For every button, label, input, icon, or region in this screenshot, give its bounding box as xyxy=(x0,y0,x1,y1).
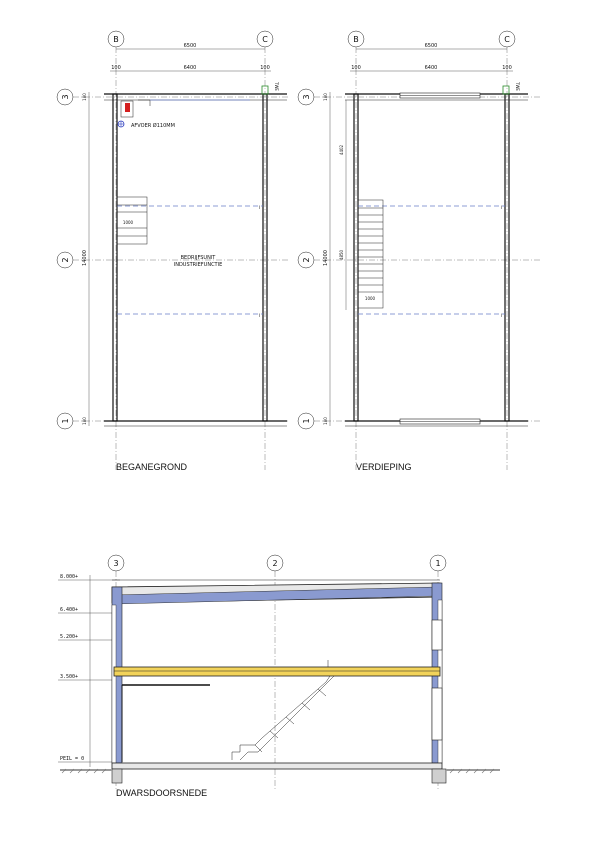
foundation-left xyxy=(112,769,122,783)
upper-stair-dimension: 1000 xyxy=(364,296,376,301)
intermediate-floor xyxy=(114,667,440,676)
door-swing xyxy=(138,100,150,106)
axis-bubble-3 xyxy=(57,89,73,105)
space-label-line1: BEDRIJFSUNIT xyxy=(180,255,216,261)
section-window-upper xyxy=(432,620,442,650)
space-label-line2: INDUSTRIEFUNCTIE xyxy=(173,262,223,268)
stair-upper xyxy=(358,200,383,308)
upper-floor-title: VERDIEPING xyxy=(356,462,412,472)
void-dimension-lower: 4850 xyxy=(339,249,344,261)
dimension-left-wall: 100 xyxy=(111,65,121,71)
foundation-right xyxy=(432,769,446,783)
wall-left xyxy=(113,94,117,421)
level-label-3500: 3.500+ xyxy=(60,674,79,680)
upper-axis-label-3: 3 xyxy=(302,94,311,100)
section-axis-label-1: 1 xyxy=(435,559,441,568)
axis-label-3: 3 xyxy=(61,94,70,100)
section-axis-bubble-1 xyxy=(430,555,446,571)
upper-beam-marker-lower: I xyxy=(501,313,503,318)
red-utility-unit xyxy=(125,103,130,112)
dimension-side-top-wall: 100 xyxy=(82,93,87,101)
stair-dimension: 1000 xyxy=(122,220,134,225)
level-markers xyxy=(58,574,120,767)
upper-axis-label-1: 1 xyxy=(302,418,311,424)
beam-marker-lower: I xyxy=(259,313,261,318)
dimension-side-bottom-wall: 100 xyxy=(82,417,87,425)
upper-axis-bubble-2 xyxy=(298,252,314,268)
ground-floor-title: BEGANEGROND xyxy=(116,462,188,472)
corner-label: TWE xyxy=(274,82,279,91)
void-dimension-upper: 4402 xyxy=(339,144,344,156)
axis-label-c: C xyxy=(262,35,268,44)
drain-label: AFVOER Ø110MM xyxy=(131,123,175,129)
ground-slab xyxy=(112,763,442,769)
dimension-overall: 6500 xyxy=(183,43,197,49)
section-axis-label-2: 2 xyxy=(272,559,278,568)
ground-floor-plan xyxy=(57,31,290,472)
upper-dimension-right-wall: 100 xyxy=(502,65,512,71)
upper-dimension-left-wall: 100 xyxy=(351,65,361,71)
axis-label-2: 2 xyxy=(61,257,70,263)
dimension-side-total: 14000 xyxy=(82,250,88,266)
section-stair xyxy=(232,676,334,760)
upper-dimension-side-total: 14000 xyxy=(323,250,329,266)
level-label-6400: 6.400+ xyxy=(60,607,79,613)
section-wall-left-cavity xyxy=(112,605,116,763)
upper-axis-bubble-3 xyxy=(298,89,314,105)
level-label-5200: 5.200+ xyxy=(60,634,79,640)
upper-corner-column-marker xyxy=(503,86,509,94)
upper-axis-label-b: B xyxy=(353,35,359,44)
section-title: DWARSDOORSNEDE xyxy=(116,788,208,798)
ground-hatch xyxy=(62,769,494,773)
axis-bubble-c xyxy=(257,31,273,47)
upper-dimension-side-bottom-wall: 100 xyxy=(323,417,328,425)
upper-corner-label: TWE xyxy=(515,82,520,91)
upper-axis-bubble-b xyxy=(348,31,364,47)
beam-marker-upper: I xyxy=(259,205,261,210)
upper-dimension-overall: 6500 xyxy=(424,43,438,49)
axis-bubble-1 xyxy=(57,413,73,429)
cross-section xyxy=(58,555,500,798)
section-axis-label-3: 3 xyxy=(113,559,119,568)
section-window-lower xyxy=(432,688,442,740)
axis-bubble-2 xyxy=(57,252,73,268)
upper-axis-bubble-c xyxy=(499,31,515,47)
upper-dimension-side-top-wall: 100 xyxy=(323,93,328,101)
upper-axis-label-c: C xyxy=(504,35,510,44)
upper-axis-label-2: 2 xyxy=(302,257,311,263)
section-axis-bubble-3 xyxy=(108,555,124,571)
dimension-inner: 6400 xyxy=(183,65,197,71)
axis-bubble-b xyxy=(108,31,124,47)
level-label-peil: PEIL = 0 xyxy=(60,756,85,762)
dimension-right-wall: 100 xyxy=(260,65,270,71)
upper-beam-marker-upper: I xyxy=(501,205,503,210)
axis-label-1: 1 xyxy=(61,418,70,424)
axis-label-b: B xyxy=(113,35,119,44)
level-label-8000: 8.000+ xyxy=(60,574,79,580)
upper-dimension-inner: 6400 xyxy=(424,65,438,71)
section-axis-bubble-2 xyxy=(267,555,283,571)
upper-axis-bubble-1 xyxy=(298,413,314,429)
upper-floor-plan xyxy=(298,31,540,472)
